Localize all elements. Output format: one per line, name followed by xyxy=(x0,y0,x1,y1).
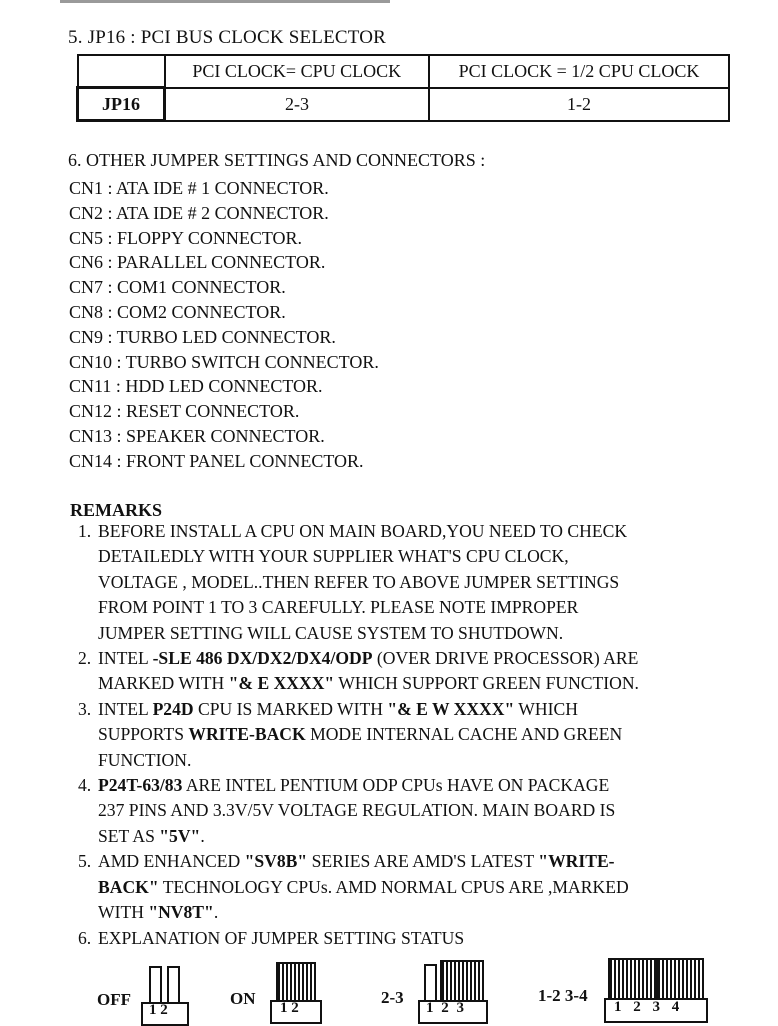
remark-5 xyxy=(78,849,758,925)
bold-span: "NV8T" xyxy=(148,902,214,923)
text-span: . xyxy=(213,902,219,923)
bold-span: "WRITE- xyxy=(538,851,615,872)
remark-line: FROM POINT 1 TO 3 CAREFULLY. PLEASE NOTE IMPROPER xyxy=(98,597,579,618)
text-span: ARE INTEL PENTIUM ODP CPUs HAVE ON PACKAGE xyxy=(182,775,610,796)
jumper-cap-icon xyxy=(656,958,704,1000)
value-pci-eq-cpu: 2-3 xyxy=(165,88,430,121)
text-span: SUPPORTS xyxy=(98,724,189,745)
header-pci-eq-cpu: PCI CLOCK= CPU CLOCK xyxy=(165,55,430,88)
remark-line: EXPLANATION OF JUMPER SETTING STATUS xyxy=(98,927,465,948)
jp16-table xyxy=(76,54,730,122)
remark-number: 2. xyxy=(78,648,92,669)
remark-line: 237 PINS AND 3.3V/5V VOLTAGE REGULATION. MAIN BOARD IS xyxy=(98,800,616,821)
text-span: WHICH xyxy=(514,698,578,719)
text-span: INTEL xyxy=(98,648,153,669)
text-span: (OVER DRIVE PROCESSOR) ARE xyxy=(372,648,639,669)
remark-line: FUNCTION. xyxy=(98,749,192,770)
text-span: MODE INTERNAL CACHE AND GREEN xyxy=(305,724,623,745)
remark-6 xyxy=(78,926,758,951)
text-span: MARKED WITH xyxy=(98,673,229,694)
bold-span: "5V" xyxy=(159,825,201,846)
jumper-1234-pins: 1 2 3 4 xyxy=(614,999,684,1015)
list-item: CN6 : PARALLEL CONNECTOR. xyxy=(69,252,326,273)
jumper-cap-icon xyxy=(276,962,316,1002)
remark-line: DETAILEDLY WITH YOUR SUPPLIER WHAT'S CPU CLOCK, xyxy=(98,546,569,567)
remark-line xyxy=(98,646,758,671)
bold-span: WRITE-BACK xyxy=(188,724,306,745)
bold-span: P24D xyxy=(152,698,194,719)
text-span: TECHNOLOGY CPUs. AMD NORMAL CPUS ARE ,MARKED xyxy=(158,876,629,897)
section-5-title: 5. JP16 : PCI BUS CLOCK SELECTOR xyxy=(68,27,387,48)
bold-span: "& E XXXX" xyxy=(228,673,335,694)
list-item: CN1 : ATA IDE # 1 CONNECTOR. xyxy=(69,178,329,198)
list-item: CN8 : COM2 CONNECTOR. xyxy=(69,301,286,322)
remarks-list xyxy=(78,519,758,951)
remark-line: VOLTAGE , MODEL..THEN REFER TO ABOVE JUMPER SETTINGS xyxy=(98,571,620,592)
bold-span: BACK" xyxy=(98,876,159,897)
remark-line: BEFORE INSTALL A CPU ON MAIN BOARD,YOU NEED TO CHECK xyxy=(98,521,628,541)
connector-list xyxy=(69,176,379,474)
text-span: INTEL xyxy=(98,698,153,719)
bold-span: P24T-63/83 xyxy=(98,775,183,796)
remark-number: 5. xyxy=(78,851,92,872)
text-span: WITH xyxy=(98,902,149,923)
value-pci-half-cpu: 1-2 xyxy=(429,88,729,121)
table-row xyxy=(78,88,730,121)
remark-line xyxy=(98,875,758,900)
jumper-cap-icon xyxy=(608,958,656,1000)
pin-icon xyxy=(149,966,162,1002)
list-item: CN13 : SPEAKER CONNECTOR. xyxy=(69,425,325,446)
remark-line xyxy=(98,722,758,747)
remarks-heading: REMARKS xyxy=(70,500,163,520)
bold-span: "& E W XXXX" xyxy=(387,698,515,719)
jumper-on-pins: 1 2 xyxy=(280,1000,299,1016)
top-rule xyxy=(60,0,390,3)
pin-icon xyxy=(167,966,180,1002)
list-item: CN7 : COM1 CONNECTOR. xyxy=(69,277,286,298)
text-span: SERIES ARE AMD'S LATEST xyxy=(307,851,539,872)
jumper-on-label: ON xyxy=(230,989,256,1008)
remark-number: 4. xyxy=(78,775,92,796)
jumper-off-label: OFF xyxy=(97,990,131,1009)
row-label-jp16: JP16 xyxy=(78,88,165,121)
jumper-23-pins: 1 2 3 xyxy=(426,1000,466,1016)
section-6-title: 6. OTHER JUMPER SETTINGS AND CONNECTORS : xyxy=(68,150,486,170)
jumper-1234-label: 1-2 3-4 xyxy=(538,986,588,1005)
remark-line xyxy=(98,697,758,722)
remark-line xyxy=(98,773,758,798)
list-item: CN2 : ATA IDE # 2 CONNECTOR. xyxy=(69,202,329,223)
jumper-23-label: 2-3 xyxy=(381,988,404,1007)
table-corner-cell xyxy=(78,55,165,88)
remark-line xyxy=(98,671,758,696)
list-item: CN9 : TURBO LED CONNECTOR. xyxy=(69,326,336,347)
bold-span: -SLE 486 DX/DX2/DX4/ODP xyxy=(152,648,373,669)
text-span: WHICH SUPPORT GREEN FUNCTION. xyxy=(334,673,639,694)
remark-line xyxy=(98,824,758,849)
text-span: . xyxy=(200,825,205,846)
remark-number: 1. xyxy=(78,521,92,541)
text-span: CPU IS MARKED WITH xyxy=(193,698,388,719)
list-item: CN11 : HDD LED CONNECTOR. xyxy=(69,376,323,397)
header-pci-half-cpu: PCI CLOCK = 1/2 CPU CLOCK xyxy=(429,55,729,88)
pin-icon xyxy=(424,964,437,1000)
list-item: CN10 : TURBO SWITCH CONNECTOR. xyxy=(69,351,379,372)
text-span: AMD ENHANCED xyxy=(98,851,245,872)
remark-line xyxy=(98,849,758,874)
jumper-cap-icon xyxy=(440,960,484,1002)
remark-1 xyxy=(78,519,758,646)
bold-span: "SV8B" xyxy=(244,851,308,872)
remark-number: 3. xyxy=(78,698,92,719)
text-span: SET AS xyxy=(98,825,160,846)
table-header-row xyxy=(78,55,730,88)
remark-4 xyxy=(78,773,758,849)
list-item: CN5 : FLOPPY CONNECTOR. xyxy=(69,227,303,248)
jumper-legend xyxy=(0,958,778,1017)
list-item: CN12 : RESET CONNECTOR. xyxy=(69,401,300,422)
remark-number: 6. xyxy=(78,927,92,948)
remark-line: JUMPER SETTING WILL CAUSE SYSTEM TO SHUTDOWN. xyxy=(98,622,564,643)
jumper-off-pins: 1 2 xyxy=(149,1002,168,1018)
list-item: CN14 : FRONT PANEL CONNECTOR. xyxy=(69,450,364,471)
remark-3 xyxy=(78,697,758,773)
remark-line xyxy=(98,900,758,925)
remark-2 xyxy=(78,646,758,697)
